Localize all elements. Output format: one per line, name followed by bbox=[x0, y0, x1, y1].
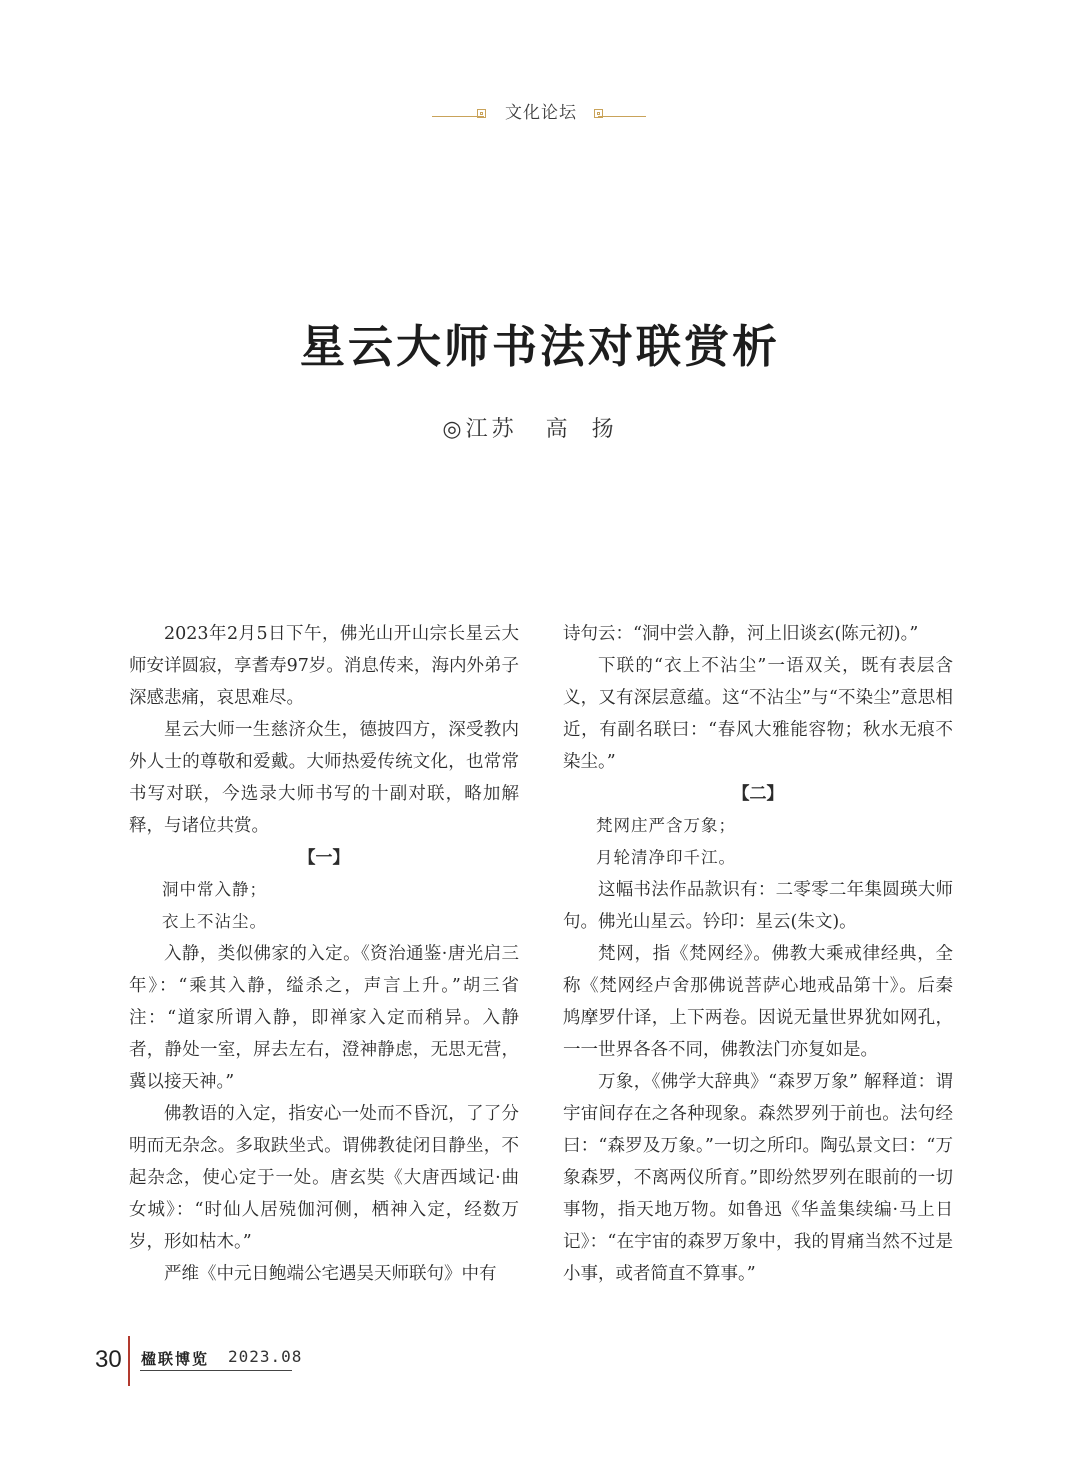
paragraph: 佛教语的入定，指安心一处而不昏沉，了了分明而无杂念。多取趺坐式。谓佛教徒闭目静坐，不起杂念，使心定于一处。唐玄奘《大唐西域记·曲女城》：“时仙人居殑伽河侧，栖神入定，经数万岁，形如枯木。” bbox=[129, 1104, 519, 1252]
header-rule-right bbox=[598, 116, 646, 117]
couplet-line: 梵网庄严含万象； bbox=[596, 816, 736, 835]
article-title: 星云大师书法对联赏析 bbox=[299, 320, 780, 373]
section-label: 文化论坛 bbox=[505, 103, 577, 123]
paragraph: 严维《中元日鲍端公宅遇吴天师联句》中有 bbox=[164, 1264, 497, 1284]
issue-date: 2023.08 bbox=[228, 1347, 303, 1366]
couplet-line: 洞中常入静； bbox=[162, 880, 267, 899]
byline-author: 高扬 bbox=[545, 417, 638, 442]
paragraph: 梵网，指《梵网经》。佛教大乘戒律经典，全称《梵网经卢舍那佛说菩萨心地戒品第十》。后秦鸠摩罗什译，上下两卷。因说无量世界犹如网孔，一一世界各各不同，佛教法门亦复如是。 bbox=[563, 944, 953, 1060]
paragraph: 下联的“衣上不沾尘”一语双关，既有表层含义，又有深层意蕴。这“不沾尘”与“不染尘”意思相近，有副名联曰：“春风大雅能容物；秋水无痕不染尘。” bbox=[563, 656, 953, 772]
paragraph: 诗句云：“洞中尝入静，河上旧谈玄(陈元初)。” bbox=[563, 624, 919, 644]
magazine-name: 楹联博览 bbox=[141, 1350, 210, 1368]
byline-mark: ◎ bbox=[442, 417, 462, 442]
couplet-line: 衣上不沾尘。 bbox=[162, 912, 267, 931]
section-header bbox=[0, 96, 1080, 130]
byline-region: 江苏 bbox=[465, 417, 518, 442]
section-heading: 【一】 bbox=[298, 848, 350, 868]
paragraph: 星云大师一生慈济众生，德披四方，深受教内外人士的尊敬和爱戴。大师热爱传统文化，也常常书写对联，今选录大师书写的十副对联，略加解释，与诸位共赏。 bbox=[129, 720, 519, 836]
page-number: 30 bbox=[95, 1346, 122, 1373]
page-footer bbox=[0, 1336, 1080, 1392]
footer-divider bbox=[128, 1336, 130, 1386]
footer-underline bbox=[140, 1370, 292, 1371]
paragraph: 这幅书法作品款识有：二零零二年集圆瑛大师句。佛光山星云。钤印：星云(朱文)。 bbox=[563, 880, 953, 932]
couplet-line: 月轮清净印千江。 bbox=[596, 848, 736, 867]
byline bbox=[0, 412, 1080, 443]
left-column bbox=[129, 618, 519, 1290]
ornament-icon bbox=[477, 109, 486, 118]
section-heading: 【二】 bbox=[732, 784, 784, 804]
paragraph: 万象，《佛学大辞典》“森罗万象” 解释道：谓宇宙间存在之各种现象。森然罗列于前也。法句经曰：“森罗及万象。”一切之所印。陶弘景文曰：“万象森罗，不离两仪所育。”即纷然罗列在眼前的一切事物，指天地万物。如鲁迅《华盖集续编·马上日记》：“在宇宙的森罗万象中，我的胃痛当然不过是小事，或者简直不算事。” bbox=[563, 1072, 953, 1284]
right-column bbox=[563, 618, 953, 1290]
paragraph: 入静，类似佛家的入定。《资治通鉴·唐光启三年》：“乘其入静，缢杀之，声言上升。”胡三省注：“道家所谓入静，即禅家入定而稍异。入静者，静处一室，屏去左右，澄神静虑，无思无营，冀以接天神。” bbox=[129, 944, 519, 1092]
paragraph: 2023年2月5日下午，佛光山开山宗长星云大师安详圆寂，享耆寿97岁。消息传来，海内外弟子深感悲痛，哀思难尽。 bbox=[129, 624, 519, 708]
